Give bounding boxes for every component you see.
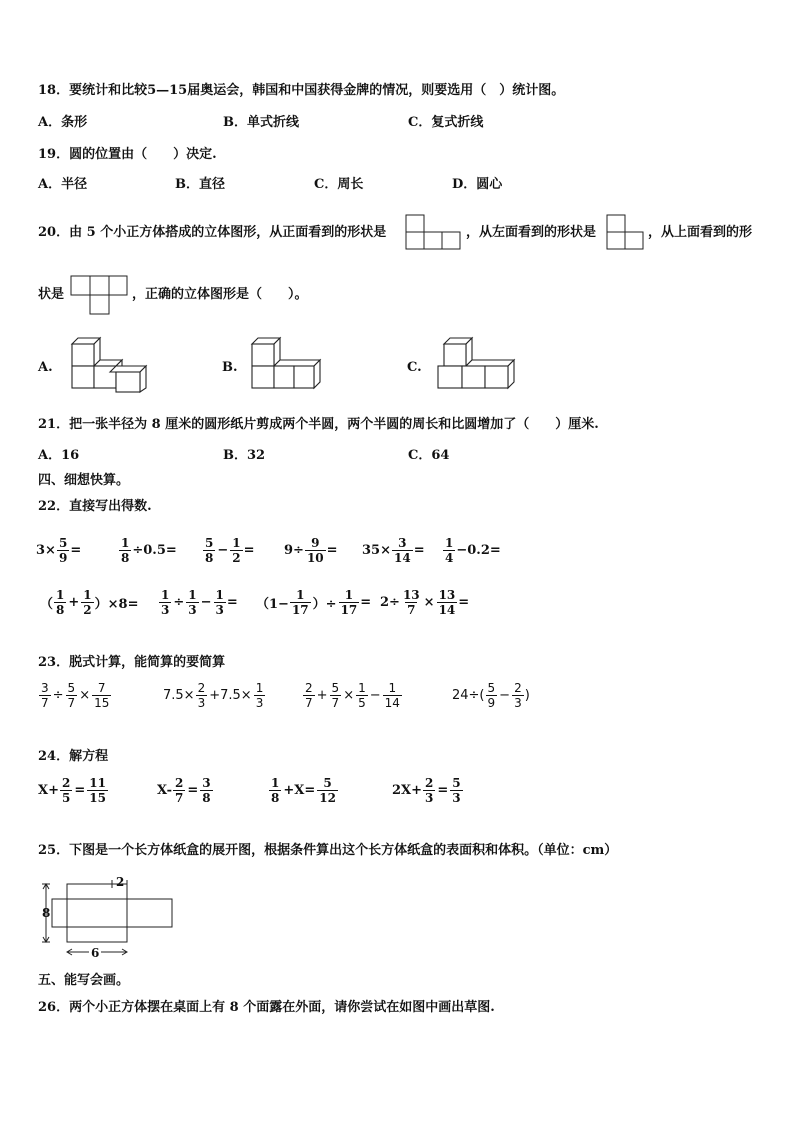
q22-expr-10: 2÷ $\frac{13}{7}$ × $\frac{13}{14}$ = — [380, 588, 470, 617]
q25-text: 25．下图是一个长方体纸盒的展开图，根据条件算出这个长方体纸盒的表面积和体积。（单位：cm） — [38, 843, 618, 858]
q18-option-c[interactable]: C．复式折线 — [408, 115, 484, 130]
q19-option-a[interactable]: A．半径 — [38, 177, 88, 192]
q24-text: 24．解方程 — [38, 749, 109, 764]
cube-figure-a[interactable] — [70, 336, 152, 394]
q23-expr-1: $\frac{3}{7}$ ÷ $\frac{5}{7}$ × $\frac{7}{15}$ — [41, 681, 110, 710]
box-width-label: 2 — [116, 875, 125, 889]
q20-text-d: 状是 — [38, 287, 65, 302]
cube-figure-c[interactable] — [436, 336, 518, 394]
q24-eq-1: X+ $\frac{2}{5}$ = $\frac{11}{15}$ — [38, 776, 106, 805]
q20-text-c: ，从上面看到的形 — [648, 225, 753, 240]
q22-expr-2: $\frac{1}{8}$ ÷0.5= — [121, 536, 177, 565]
q21-option-c[interactable]: C．64 — [408, 448, 450, 463]
q23-text: 23．脱式计算，能简算的要简算 — [38, 655, 226, 670]
q22-expr-5: 35× $\frac{3}{14}$ = — [362, 536, 425, 565]
q20-text-a: 20．由 5 个小正方体搭成的立体图形，从正面看到的形状是 — [38, 225, 387, 240]
q26-text: 26．两个小正方体摆在桌面上有 8 个面露在外面，请你尝试在如图中画出草图. — [38, 1000, 495, 1015]
q18-text: 18．要统计和比较5—15届奥运会，韩国和中国获得金牌的情况，则要选用（ ）统计图。 — [38, 83, 565, 98]
q19-option-d[interactable]: D．圆心 — [452, 177, 503, 192]
q20-option-c[interactable]: C. — [407, 360, 422, 375]
q24-eq-3: $\frac{1}{8}$ +X= $\frac{5}{12}$ — [271, 776, 336, 805]
q23-expr-3: $\frac{2}{7}$ + $\frac{5}{7}$ × $\frac{1}{5}$ − $\frac{1}{14}$ — [305, 681, 400, 710]
q18-option-b[interactable]: B．单式折线 — [223, 115, 299, 130]
box-net-diagram — [38, 870, 178, 962]
q20-text-e: ，正确的立体图形是（ ）。 — [132, 287, 308, 302]
q22-expr-1: 3× $\frac{5}{9}$ = — [36, 536, 82, 565]
q22-expr-3: $\frac{5}{8}$ − $\frac{1}{2}$ = — [205, 536, 255, 565]
q24-eq-4: 2X+ $\frac{2}{3}$ = $\frac{5}{3}$ — [392, 776, 461, 805]
q19-option-b[interactable]: B．直径 — [175, 177, 225, 192]
top-view-figure — [70, 275, 128, 315]
q18-option-a[interactable]: A．条形 — [38, 115, 88, 130]
q22-expr-8: $\frac{1}{3}$ ÷ $\frac{1}{3}$ − $\frac{1}{3}$ = — [161, 588, 238, 617]
q19-option-c[interactable]: C．周长 — [314, 177, 364, 192]
cube-figure-b[interactable] — [250, 336, 326, 394]
q22-expr-9: （1− $\frac{1}{17}$ ）÷ $\frac{1}{17}$ = — [256, 588, 372, 617]
q20-text-b: ，从左面看到的形状是 — [466, 225, 597, 240]
q19-text: 19．圆的位置由（ ）决定. — [38, 147, 217, 162]
box-height-label: 8 — [42, 906, 51, 920]
section-4-heading: 四、细想快算。 — [38, 473, 130, 488]
q22-expr-7: （ $\frac{1}{8}$ + $\frac{1}{2}$ ）×8= — [40, 588, 139, 617]
q22-expr-4: 9÷ $\frac{9}{10}$ = — [284, 536, 338, 565]
box-length-label: 6 — [91, 946, 100, 960]
q20-option-b[interactable]: B. — [222, 360, 238, 375]
q21-text: 21．把一张半径为 8 厘米的圆形纸片剪成两个半圆，两个半圆的周长和比圆增加了（ ）厘米. — [38, 417, 599, 432]
q22-expr-6: $\frac{1}{4}$ −0.2= — [445, 536, 501, 565]
q23-expr-4: 24÷( $\frac{5}{9}$ − $\frac{2}{3}$ ) — [452, 681, 530, 710]
q23-expr-2: 7.5× $\frac{2}{3}$ +7.5× $\frac{1}{3}$ — [163, 681, 264, 710]
q22-text: 22．直接写出得数. — [38, 499, 152, 514]
q21-option-b[interactable]: B．32 — [223, 448, 266, 463]
q21-option-a[interactable]: A．16 — [38, 448, 80, 463]
q20-option-a[interactable]: A. — [38, 360, 53, 375]
left-view-figure — [606, 214, 644, 250]
front-view-figure — [405, 214, 461, 250]
section-5-heading: 五、能写会画。 — [38, 973, 130, 988]
q24-eq-2: X- $\frac{2}{7}$ = $\frac{3}{8}$ — [157, 776, 211, 805]
